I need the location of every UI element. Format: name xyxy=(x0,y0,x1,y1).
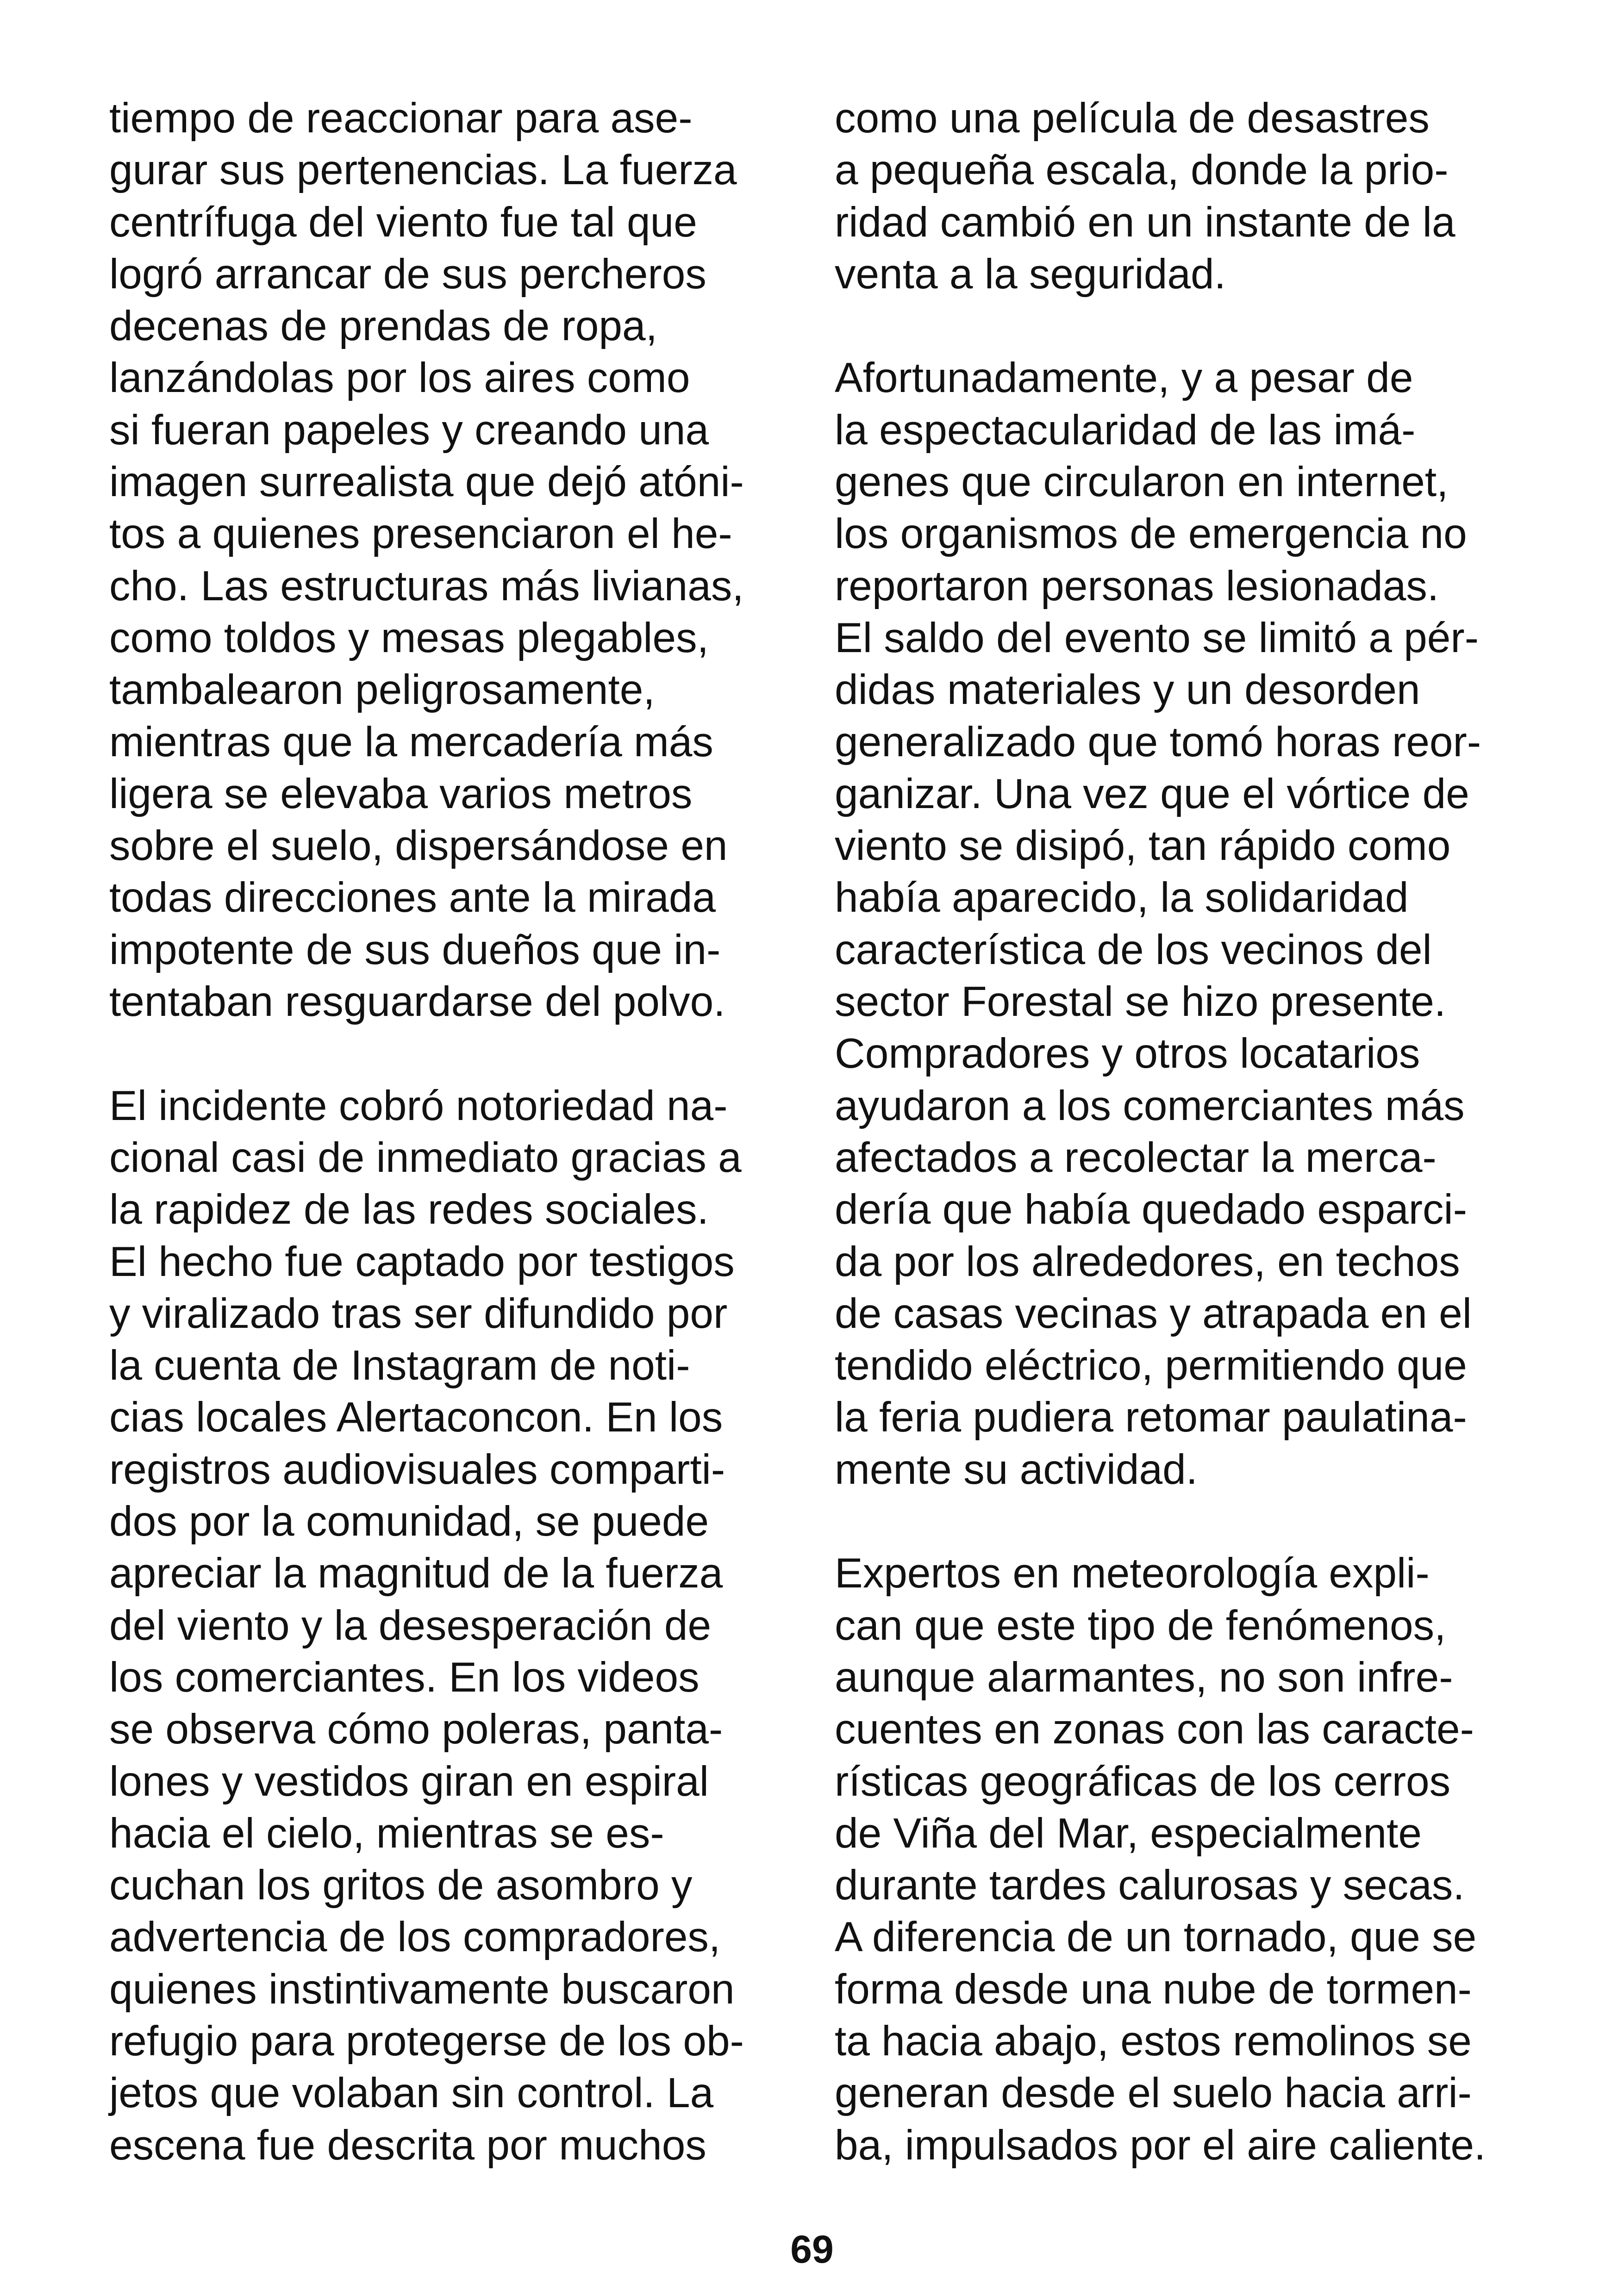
text-line: tendido eléctrico, permitiendo que xyxy=(835,1342,1467,1389)
text-line: logró arrancar de sus percheros xyxy=(109,250,706,298)
text-line: El incidente cobró notoriedad na- xyxy=(109,1082,728,1129)
text-line: sobre el suelo, dispersándose en xyxy=(109,822,728,870)
text-line: can que este tipo de fenómenos, xyxy=(835,1602,1446,1649)
text-line: centrífuga del viento fue tal que xyxy=(109,199,697,246)
text-line: y viralizado tras ser difundido por xyxy=(109,1290,728,1337)
text-line: da por los alrededores, en techos xyxy=(835,1238,1460,1285)
text-line: registros audiovisuales comparti- xyxy=(109,1446,725,1493)
text-line: aunque alarmantes, no son infre- xyxy=(835,1654,1453,1701)
text-line: ta hacia abajo, estos remolinos se xyxy=(835,2017,1472,2065)
text-line: dería que había quedado esparci- xyxy=(835,1186,1468,1233)
text-line: la espectacularidad de las imá- xyxy=(835,406,1416,454)
text-line: rísticas geográficas de los cerros xyxy=(835,1758,1451,1805)
text-line: quienes instintivamente buscaron xyxy=(109,1966,735,2013)
text-line: impotente de sus dueños que in- xyxy=(109,926,721,973)
text-line: si fueran papeles y creando una xyxy=(109,406,709,454)
text-line: generalizado que tomó horas reor- xyxy=(835,718,1481,765)
text-line: los organismos de emergencia no xyxy=(835,510,1467,558)
text-line: la rapidez de las redes sociales. xyxy=(109,1186,709,1233)
text-line: ba, impulsados por el aire caliente. xyxy=(835,2122,1486,2169)
text-line: durante tardes calurosas y secas. xyxy=(835,1862,1465,1909)
text-line: de casas vecinas y atrapada en el xyxy=(835,1290,1472,1337)
text-line: ganizar. Una vez que el vórtice de xyxy=(835,770,1469,817)
text-line: decenas de prendas de ropa, xyxy=(109,303,657,350)
text-line: El saldo del evento se limitó a pér- xyxy=(835,614,1479,661)
text-line: la cuenta de Instagram de noti- xyxy=(109,1342,690,1389)
paragraph xyxy=(835,1548,1529,2172)
paragraph xyxy=(835,93,1529,300)
text-line: tiempo de reaccionar para ase- xyxy=(109,95,693,142)
right-column xyxy=(835,93,1529,2172)
text-line: mientras que la mercadería más xyxy=(109,718,713,765)
text-line: gurar sus pertenencias. La fuerza xyxy=(109,147,737,194)
text-line: Expertos en meteorología expli- xyxy=(835,1550,1430,1597)
paragraph-gap xyxy=(835,1496,1529,1548)
text-line: había aparecido, la solidaridad xyxy=(835,874,1409,921)
text-line: genes que circularon en internet, xyxy=(835,459,1449,506)
text-line: Afortunadamente, y a pesar de xyxy=(835,355,1413,402)
text-line: venta a la seguridad. xyxy=(835,250,1226,298)
text-line: lanzándolas por los aires como xyxy=(109,355,690,402)
text-line: refugio para protegerse de los ob- xyxy=(109,2017,744,2065)
text-line: tambalearon peligrosamente, xyxy=(109,666,655,714)
text-line: ligera se elevaba varios metros xyxy=(109,770,693,817)
text-line: ridad cambió en un instante de la xyxy=(835,199,1455,246)
text-line: viento se disipó, tan rápido como xyxy=(835,822,1451,870)
text-line: generan desde el suelo hacia arri- xyxy=(835,2070,1472,2117)
text-line: todas direcciones ante la mirada xyxy=(109,874,716,921)
text-line: A diferencia de un tornado, que se xyxy=(835,1914,1477,1961)
text-line: la feria pudiera retomar paulatina- xyxy=(835,1394,1467,1441)
text-line: mente su actividad. xyxy=(835,1446,1198,1493)
paragraph-gap xyxy=(835,300,1529,352)
text-line: reportaron personas lesionadas. xyxy=(835,562,1439,610)
text-line: lones y vestidos giran en espiral xyxy=(109,1758,709,1805)
text-line: como una película de desastres xyxy=(835,95,1430,142)
text-line: como toldos y mesas plegables, xyxy=(109,614,709,661)
text-line: se observa cómo poleras, panta- xyxy=(109,1706,723,1753)
text-line: Compradores y otros locatarios xyxy=(835,1030,1420,1077)
paragraph xyxy=(835,352,1529,1496)
page-number: 69 xyxy=(790,2228,834,2271)
text-line: imagen surrealista que dejó atóni- xyxy=(109,459,744,506)
paragraph-gap xyxy=(109,1028,804,1080)
text-line: cias locales Alertaconcon. En los xyxy=(109,1394,723,1441)
text-line: cho. Las estructuras más livianas, xyxy=(109,562,744,610)
text-line: tentaban resguardarse del polvo. xyxy=(109,978,725,1026)
paragraph xyxy=(109,93,804,1028)
text-line: jetos que volaban sin control. La xyxy=(109,2070,714,2117)
text-line: escena fue descrita por muchos xyxy=(109,2122,706,2169)
text-line: didas materiales y un desorden xyxy=(835,666,1420,714)
text-line: de Viña del Mar, especialmente xyxy=(835,1810,1422,1857)
text-line: tos a quienes presenciaron el he- xyxy=(109,510,732,558)
text-line: los comerciantes. En los videos xyxy=(109,1654,700,1701)
text-line: hacia el cielo, mientras se es- xyxy=(109,1810,664,1857)
text-line: advertencia de los compradores, xyxy=(109,1914,721,1961)
text-line: característica de los vecinos del xyxy=(835,926,1432,973)
text-line: afectados a recolectar la merca- xyxy=(835,1134,1437,1181)
paragraph xyxy=(109,1080,804,2172)
text-line: El hecho fue captado por testigos xyxy=(109,1238,735,1285)
text-line: del viento y la desesperación de xyxy=(109,1602,712,1649)
text-line: cuchan los gritos de asombro y xyxy=(109,1862,693,1909)
left-column xyxy=(109,93,804,2172)
text-line: cional casi de inmediato gracias a xyxy=(109,1134,742,1181)
text-line: sector Forestal se hizo presente. xyxy=(835,978,1446,1026)
text-line: dos por la comunidad, se puede xyxy=(109,1498,709,1545)
text-line: cuentes en zonas con las caracte- xyxy=(835,1706,1474,1753)
text-line: ayudaron a los comerciantes más xyxy=(835,1082,1465,1129)
text-line: a pequeña escala, donde la prio- xyxy=(835,147,1449,194)
text-line: apreciar la magnitud de la fuerza xyxy=(109,1550,723,1597)
text-line: forma desde una nube de tormen- xyxy=(835,1966,1472,2013)
